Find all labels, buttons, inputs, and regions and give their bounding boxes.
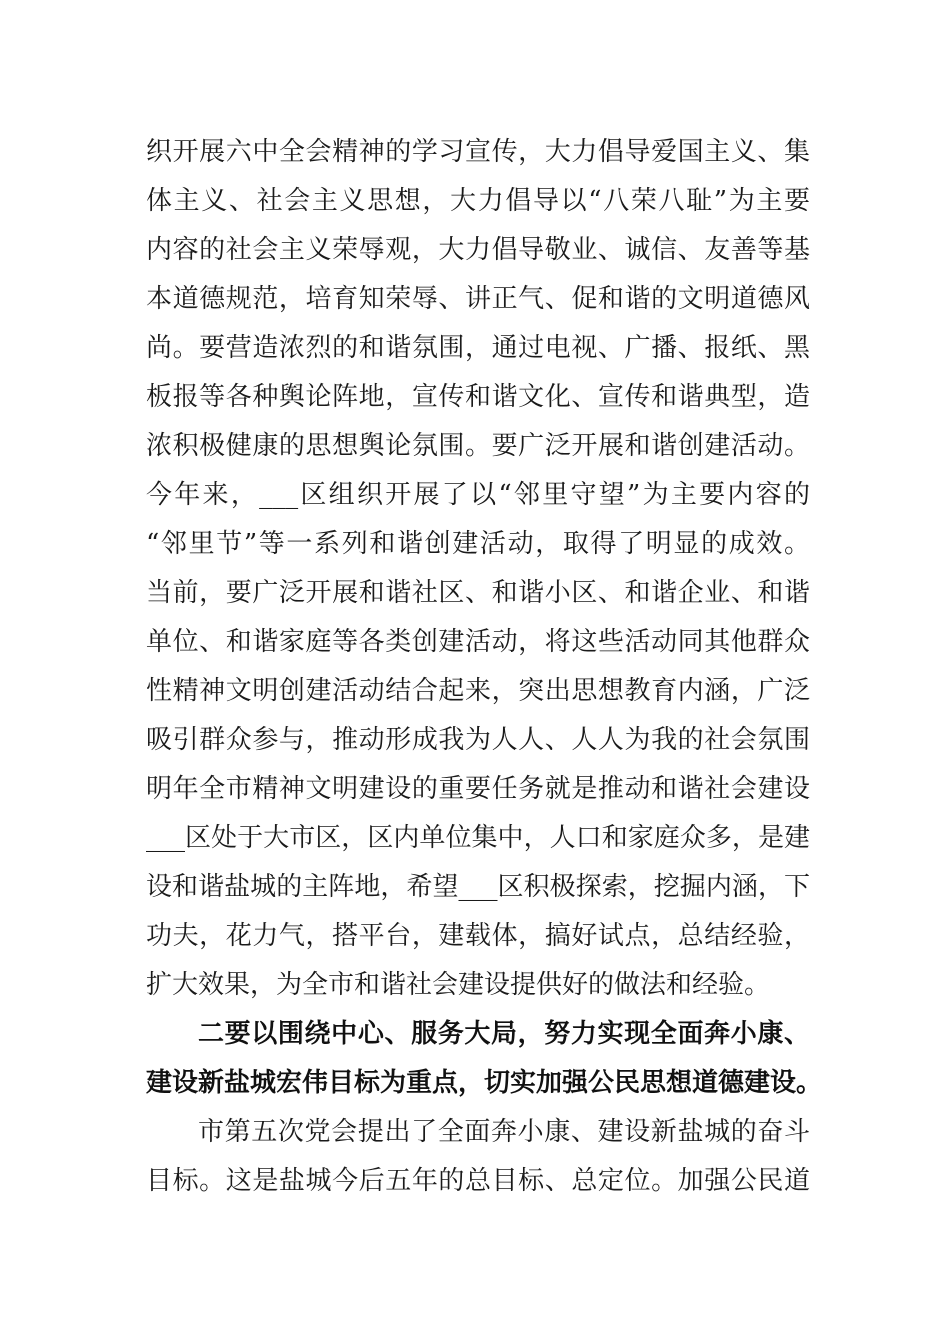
text-line: 板报等各种舆论阵地，宣传和谐文化、宣传和谐典型，造 xyxy=(146,382,810,412)
text-line: 内容的社会主义荣辱观，大力倡导敬业、诚信、友善等基 xyxy=(146,235,810,265)
text-line: ___区处于大市区，区内单位集中，人口和家庭众多，是建 xyxy=(146,823,810,853)
text-line: 单位、和谐家庭等各类创建活动，将这些活动同其他群众 xyxy=(146,627,810,657)
text-line: 织开展六中全会精神的学习宣传，大力倡导爱国主义、集 xyxy=(146,137,810,167)
text-line: 浓积极健康的思想舆论氛围。要广泛开展和谐创建活动。 xyxy=(146,431,810,461)
body-text xyxy=(146,128,823,1206)
text-line: 体主义、社会主义思想，大力倡导以“八荣八耻”为主要 xyxy=(146,186,810,216)
text-line: 功夫，花力气，搭平台，建载体，搞好试点，总结经验， xyxy=(146,921,810,951)
text-line: 尚。要营造浓烈的和谐氛围，通过电视、广播、报纸、黑 xyxy=(146,333,810,363)
text-line: 吸引群众参与，推动形成我为人人、人人为我的社会氛围 xyxy=(146,725,810,755)
text-line: 目标。这是盐城今后五年的总目标、总定位。加强公民道 xyxy=(146,1166,810,1196)
text-line: 今年来，___区组织开展了以“邻里守望”为主要内容的 xyxy=(146,480,810,510)
section-heading-line: 建设新盐城宏伟目标为重点，切实加强公民思想道德建设。 xyxy=(146,1068,823,1098)
text-line: 扩大效果，为全市和谐社会建设提供好的做法和经验。 xyxy=(146,970,771,1000)
text-line: 设和谐盐城的主阵地，希望___区积极探索，挖掘内涵，下 xyxy=(146,872,810,902)
section-heading-line: 二要以围绕中心、服务大局，努力实现全面奔小康、 xyxy=(198,1019,810,1049)
text-line: 性精神文明创建活动结合起来，突出思想教育内涵，广泛 xyxy=(146,676,810,706)
text-line: 当前，要广泛开展和谐社区、和谐小区、和谐企业、和谐 xyxy=(146,578,810,608)
text-line: 本道德规范，培育知荣辱、讲正气、促和谐的文明道德风 xyxy=(146,284,810,314)
text-line: 市第五次党会提出了全面奔小康、建设新盐城的奋斗 xyxy=(198,1117,810,1147)
text-line: “邻里节”等一系列和谐创建活动，取得了明显的成效。 xyxy=(146,529,810,559)
text-line: 明年全市精神文明建设的重要任务就是推动和谐社会建设 xyxy=(146,774,810,804)
